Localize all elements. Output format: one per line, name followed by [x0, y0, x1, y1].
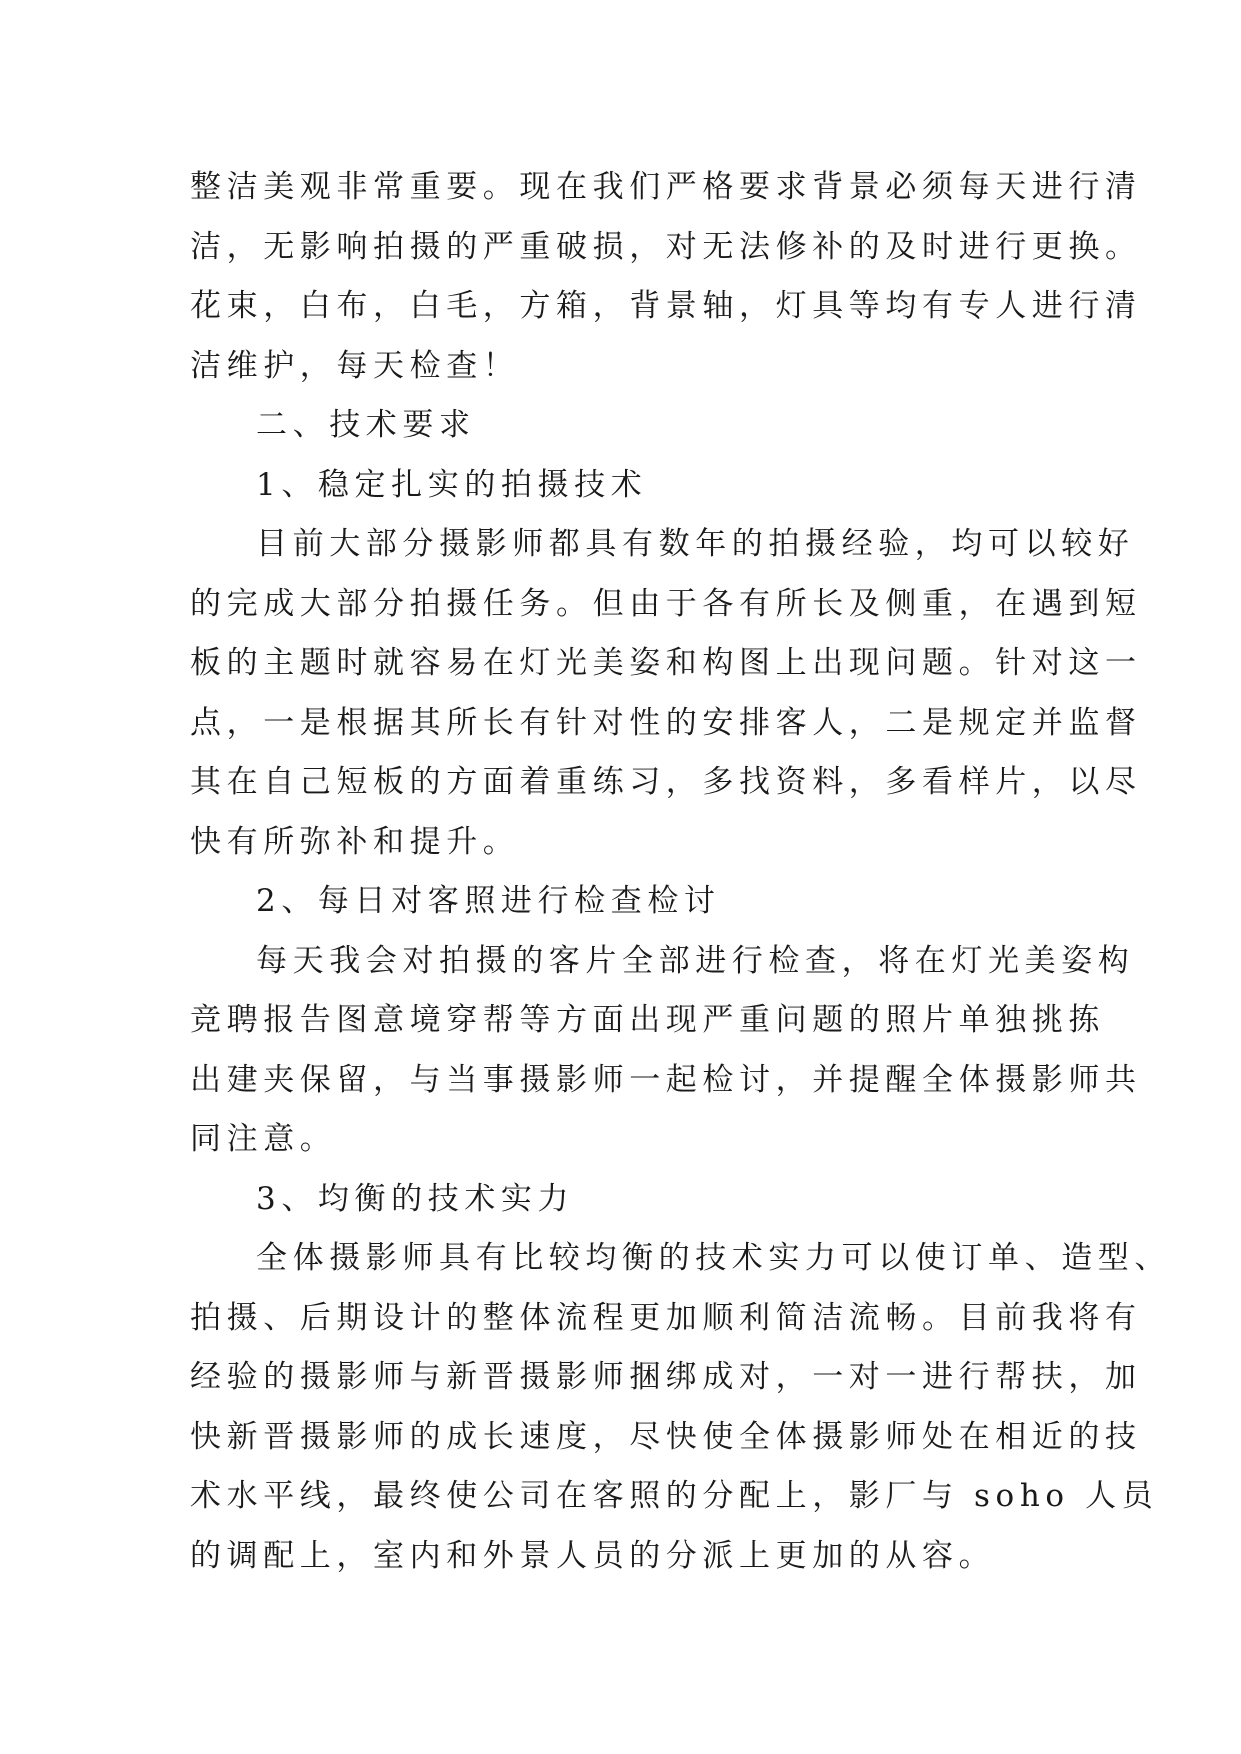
text-line: 洁维护，每天检查！	[190, 347, 520, 384]
text-line: 快有所弥补和提升。	[190, 823, 520, 860]
text-line: 的完成大部分拍摄任务。但由于各有所长及侧重，在遇到短	[190, 585, 1142, 622]
body-text	[190, 158, 1171, 1586]
paragraph-start-line: 全体摄影师具有比较均衡的技术实力可以使订单、造型、	[256, 1240, 1171, 1276]
text-line: 的调配上，室内和外景人员的分派上更加的从容。	[190, 1537, 996, 1574]
text-line: 其在自己短板的方面着重练习，多找资料，多看样片，以尽	[190, 764, 1142, 800]
text-line: 拍摄、后期设计的整体流程更加顺利简洁流畅。目前我将有	[190, 1299, 1142, 1336]
paragraph-start-line: 每天我会对拍摄的客片全部进行检查，将在灯光美姿构	[256, 942, 1135, 979]
text-line: 经验的摄影师与新晋摄影师捆绑成对，一对一进行帮扶，加	[190, 1359, 1142, 1395]
text-line: 洁，无影响拍摄的严重破损，对无法修补的及时进行更换。	[190, 228, 1142, 265]
text-line: 术水平线，最终使公司在客照的分配上，影厂与 soho 人员	[190, 1478, 1159, 1514]
text-line: 竞聘报告图意境穿帮等方面出现严重问题的照片单独挑拣	[190, 1002, 1105, 1038]
section-heading: 二、技术要求	[256, 407, 476, 443]
paragraph-start-line: 目前大部分摄影师都具有数年的拍摄经验，均可以较好	[256, 526, 1135, 562]
text-line: 快新晋摄影师的成长速度，尽快使全体摄影师处在相近的技	[190, 1418, 1142, 1455]
text-line: 点，一是根据其所长有针对性的安排客人，二是规定并监督	[190, 704, 1142, 741]
text-line: 花束，白布，白毛，方箱，背景轴，灯具等均有专人进行清	[190, 288, 1142, 324]
text-line: 板的主题时就容易在灯光美姿和构图上出现问题。针对这一	[190, 645, 1142, 681]
text-line: 整洁美观非常重要。现在我们严格要求背景必须每天进行清	[190, 169, 1142, 205]
subsection-heading: 3、均衡的技术实力	[256, 1180, 575, 1217]
subsection-heading: 1、稳定扎实的拍摄技术	[256, 466, 648, 503]
text-line: 出建夹保留，与当事摄影师一起检讨，并提醒全体摄影师共	[190, 1061, 1142, 1098]
text-line: 同注意。	[190, 1121, 337, 1157]
subsection-heading: 2、每日对客照进行检查检讨	[256, 883, 721, 919]
